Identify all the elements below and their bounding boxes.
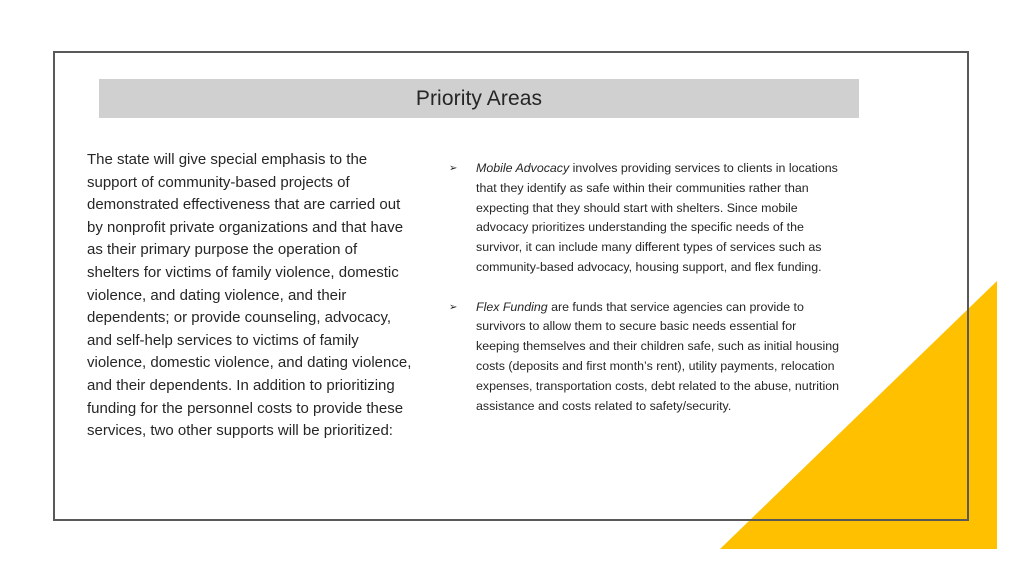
bullet-term: Mobile Advocacy: [476, 161, 570, 175]
bullet-text: are funds that service agencies can provide to survivors to allow them to secure basic needs essential for keeping themselves and their children safe, such as initial housing costs (deposits and first month’s rent), utility payments, relocation expenses, transportation costs, debt related to the abuse, nutrition assistance and costs related to safety/security.: [476, 299, 839, 413]
arrow-bullet-icon: ➢: [449, 163, 458, 174]
slide-title: Priority Areas: [415, 86, 543, 110]
bullet-term: Flex Funding: [476, 299, 548, 314]
bullet-item-flex-funding: [449, 298, 839, 417]
arrow-bullet-icon: ➢: [449, 301, 458, 313]
bullet-item-mobile-advocacy: [449, 159, 839, 278]
bullet-text: involves providing services to clients in locations that they identify as safe within their communities rather than expecting that they should start with shelters. Since mobile advocacy prioritizes understanding the specific needs of the survivor, it can include many different types of services such as community-based advocacy, housing support, and flex funding.: [476, 161, 838, 274]
intro-paragraph: The state will give special emphasis to the support of community-based projects of demonstrated effectiveness that are carried out by nonprofit private organizations and that have as their primary purpose the operation of shelters for victims of family violence, domestic violence, and dating violence, and their dependents; or provide counseling, advocacy, and self-help services to victims of family violence, domestic violence, and dating violence, and their dependents. In addition to prioritizing funding for the personnel costs to provide these services, two other supports will be prioritized:: [87, 151, 412, 440]
bullet-list: [449, 159, 839, 416]
title-bar: [99, 79, 859, 118]
